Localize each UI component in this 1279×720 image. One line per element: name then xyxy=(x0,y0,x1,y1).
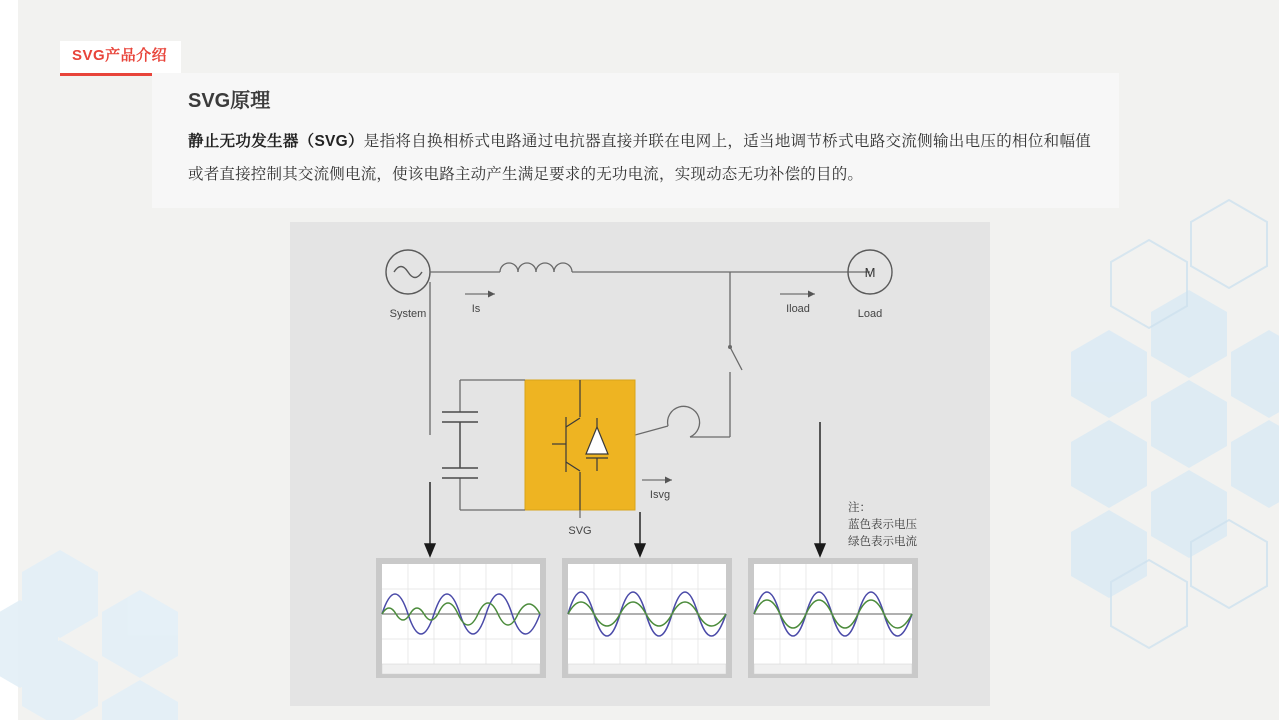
left-accent-bar xyxy=(0,0,18,720)
circuit-diagram-panel xyxy=(290,222,990,706)
text-panel xyxy=(152,73,1119,208)
load-label: Load xyxy=(857,308,883,320)
waveform-right xyxy=(748,558,918,678)
note-line-1: 注： xyxy=(848,502,871,514)
waveform-left xyxy=(376,558,546,678)
switch-symbol xyxy=(728,345,742,370)
body-rest-text: 是指将自换相桥式电路通过电抗器直接并联在电网上，适当地调节桥式电路交流侧输出电压的相位和幅值或者直接控制其交流侧电流，使该电路主动产生满足要求的无功电流，实现动态无功补偿的目的。 xyxy=(188,133,1091,183)
waveform-center xyxy=(562,558,732,678)
section-title-tag xyxy=(60,41,181,76)
is-current-arrow xyxy=(465,291,495,316)
isvg-current-arrow xyxy=(642,477,672,502)
motor-letter: M xyxy=(864,265,876,280)
inductor-symbol xyxy=(500,263,572,272)
isvg-label: Isvg xyxy=(649,489,671,501)
note-line-3: 绿色表示电流 xyxy=(848,536,917,548)
body-bold-term: 静止无功发生器（SVG） xyxy=(188,133,364,150)
is-label: Is xyxy=(471,303,481,315)
hexagon-decoration-left xyxy=(0,300,300,720)
note-line-2: 蓝色表示电压 xyxy=(848,519,917,531)
system-label: System xyxy=(389,308,427,320)
section-title-label: SVG产品介绍 xyxy=(72,47,168,64)
iload-label: Iload xyxy=(786,303,810,315)
body-paragraph xyxy=(188,125,1091,191)
page-title: SVG原理 xyxy=(188,90,271,112)
ac-source-symbol xyxy=(386,250,430,294)
iload-current-arrow xyxy=(780,291,815,316)
capacitor-symbols xyxy=(442,412,478,478)
svg-label: SVG xyxy=(568,525,592,537)
legend-note xyxy=(848,500,917,551)
